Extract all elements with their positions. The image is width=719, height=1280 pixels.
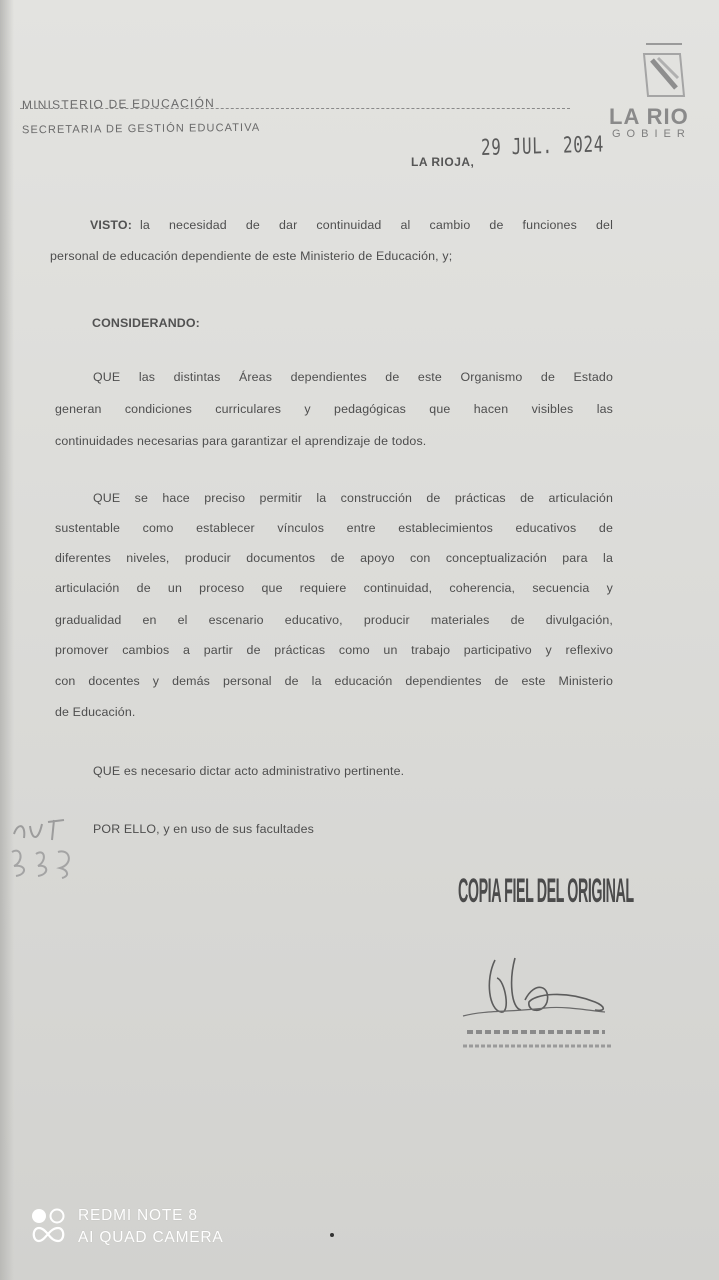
visto-line-2: personal de educación dependiente de este Ministerio de Educación, y;	[50, 249, 453, 263]
que2-line-2: sustentable como establecer vínculos entre establecimientos educativos de	[55, 521, 613, 535]
que3-line: QUE es necesario dictar acto administrativo pertinente.	[93, 764, 405, 778]
ministry-heading: MINISTERIO DE EDUCACIÓN	[21, 95, 216, 113]
que2-line-1: QUE se hace preciso permitir la construcción de prácticas de articulación	[93, 491, 613, 505]
government-logo-icon	[638, 40, 690, 102]
visto-label: VISTO:	[90, 218, 132, 232]
visto-line-1	[90, 218, 613, 232]
secretaria-heading: SECRETARIA DE GESTIÓN EDUCATIVA	[21, 121, 261, 137]
que1-line-3: continuidades necesarias para garantizar el aprendizaje de todos.	[55, 434, 427, 448]
margin-handwritten-note	[4, 812, 84, 882]
page-edge-shadow	[0, 0, 14, 1280]
logo-subtitle: GOBIER	[612, 128, 691, 140]
dateline-city: LA RIOJA,	[411, 155, 475, 169]
signature-mark	[455, 950, 625, 1060]
camera-feature-label: AI QUAD CAMERA	[78, 1229, 224, 1246]
dateline-date-stamp: 29 JUL. 2024	[480, 132, 605, 161]
que2-line-5: gradualidad en el escenario educativo, producir materiales de divulgación,	[55, 613, 613, 627]
que2-line-4: articulación de un proceso que requiere continuidad, coherencia, secuencia y	[55, 581, 613, 595]
logo-title: LA RIO	[609, 104, 689, 129]
header-divider	[20, 108, 570, 109]
que2-line-7: con docentes y demás personal de la educación dependientes de este Ministerio	[55, 674, 613, 688]
que1-line-2: generan condiciones curriculares y pedagógicas que hacen visibles las	[55, 402, 613, 416]
copia-fiel-stamp: COPIA FIEL DEL ORIGINAL	[458, 872, 634, 910]
por-ello-line: POR ELLO, y en uso de sus facultades	[93, 822, 314, 836]
que2-line-6: promover cambios a partir de prácticas como un trabajo participativo y reflexivo	[55, 643, 613, 657]
que2-line-8: de Educación.	[55, 705, 136, 719]
dust-speck	[330, 1233, 334, 1237]
camera-model-label: REDMI NOTE 8	[78, 1207, 198, 1224]
considerando-heading: CONSIDERANDO:	[92, 316, 200, 330]
que2-line-3: diferentes niveles, producir documentos de apoyo con conceptualización para la	[55, 551, 613, 565]
que1-line-1: QUE las distintas Áreas dependientes de este Organismo de Estado	[93, 370, 613, 384]
visto-text-1: la necesidad de dar continuidad al cambio de funciones del	[139, 218, 613, 232]
camera-brand-icon	[30, 1206, 68, 1246]
